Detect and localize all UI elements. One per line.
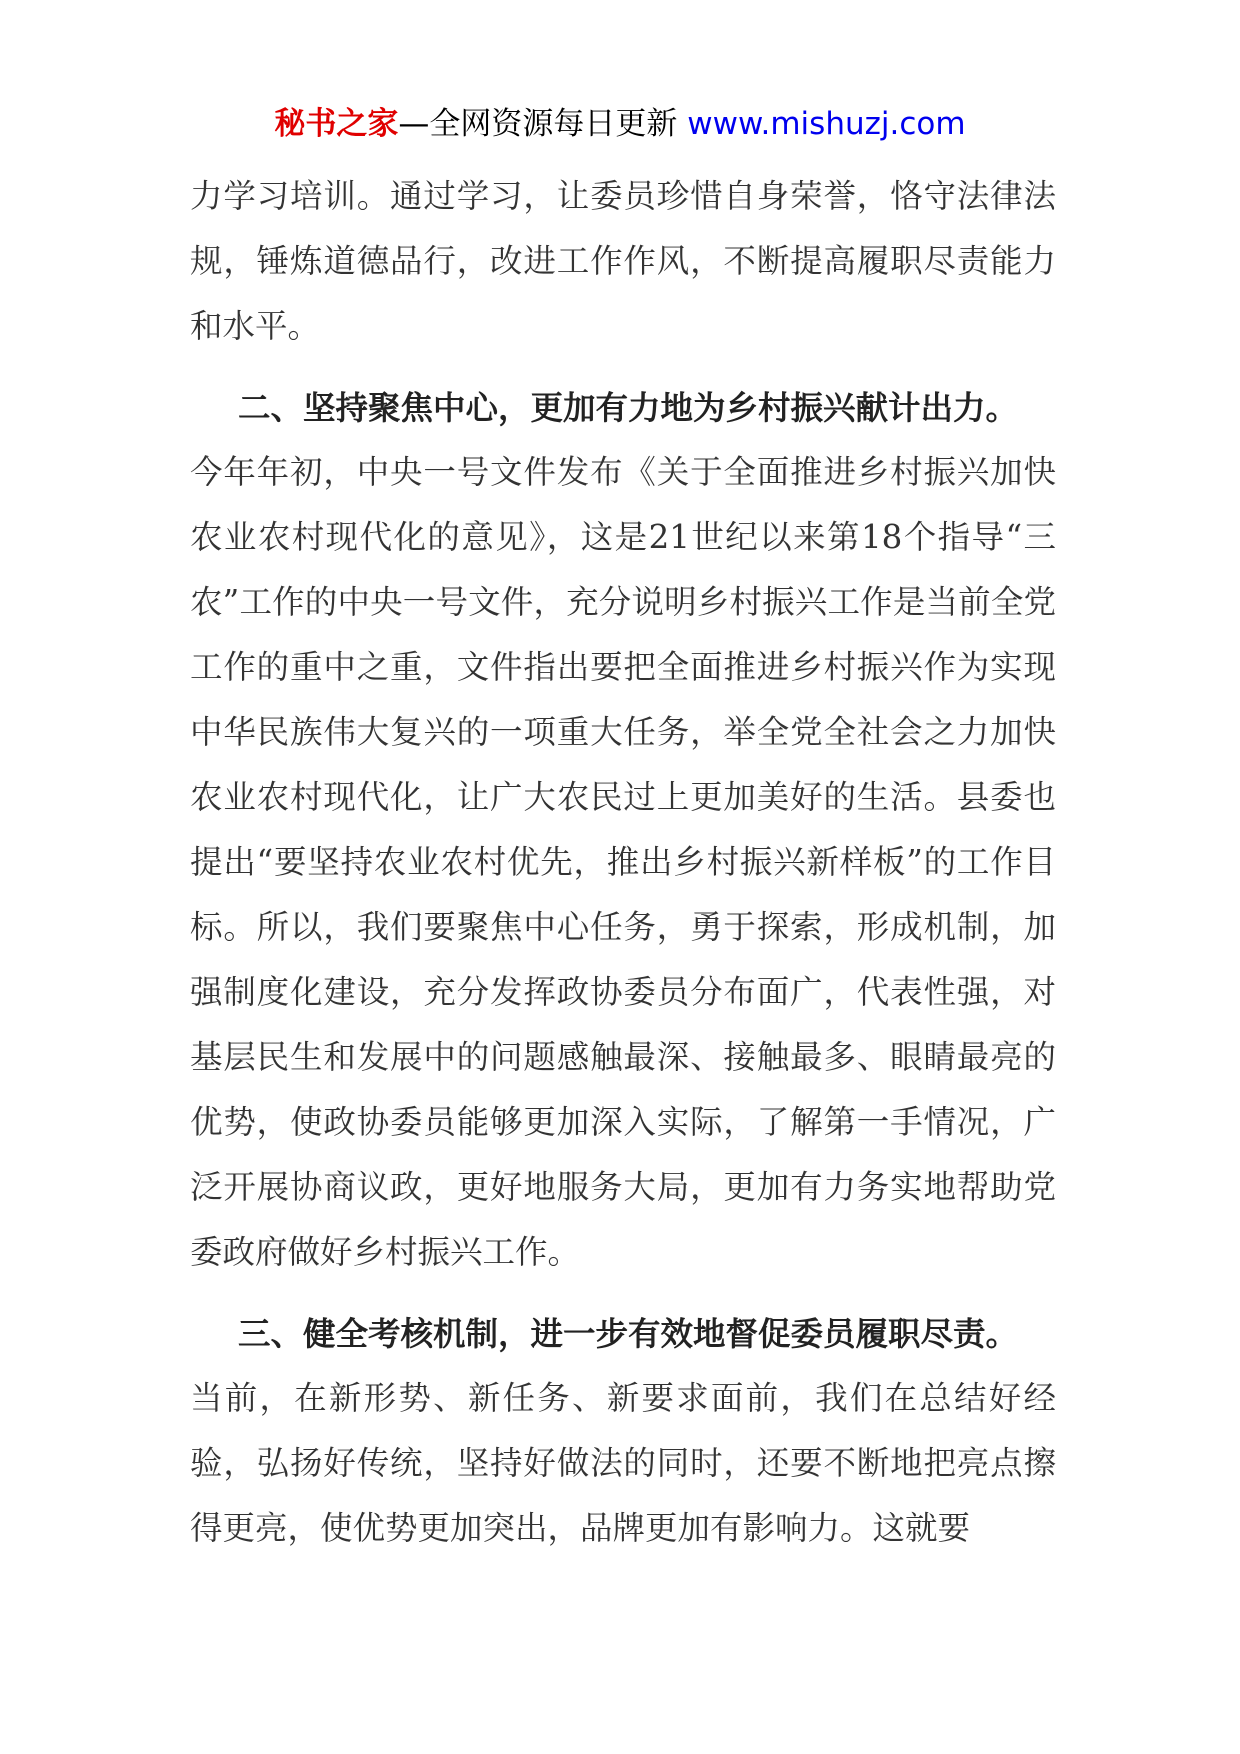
site-url-link[interactable]: www.mishuzj.com (687, 106, 966, 142)
site-brand: 秘书之家 (274, 106, 399, 142)
section-heading-2: 二、坚持聚焦中心，更加有力地为乡村振兴献计出力。 (238, 388, 1019, 427)
document-body (190, 164, 1056, 1561)
section-heading-3: 三、健全考核机制，进一步有效地督促委员履职尽责。 (238, 1314, 1019, 1353)
paragraph-section-2: 今年年初，中央一号文件发布《关于全面推进乡村振兴加快农业农村现代化的意见》，这是21世纪以来第18个指导“三农”工作的中央一号文件，充分说明乡村振兴工作是当前全党工作的重中之重，文件指出要把全面推进乡村振兴作为实现中华民族伟大复兴的一项重大任务，举全党全社会之力加快农业农村现代化，让广大农民过上更加美好的生活。县委也提出“要坚持农业农村优先，推出乡村振兴新样板”的工作目标。所以，我们要聚焦中心任务，勇于探索，形成机制，加强制度化建设，充分发挥政协委员分布面广，代表性强，对基层民生和发展中的问题感触最深、接触最多、眼睛最亮的优势，使政协委员能够更加深入实际，了解第一手情况，广泛开展协商议政，更好地服务大局，更加有力务实地帮助党委政府做好乡村振兴工作。 (190, 453, 1056, 1271)
paragraph-continuation: 力学习培训。通过学习，让委员珍惜自身荣誉，恪守法律法规，锤炼道德品行，改进工作作风，不断提高履职尽责能力和水平。 (190, 177, 1056, 345)
site-header (0, 98, 1240, 150)
site-tagline: —全网资源每日更新 (398, 106, 688, 142)
paragraph-section-3: 当前，在新形势、新任务、新要求面前，我们在总结好经验，弘扬好传统，坚持好做法的同时，还要不断地把亮点擦得更亮，使优势更加突出，品牌更加有影响力。这就要 (190, 1379, 1056, 1547)
